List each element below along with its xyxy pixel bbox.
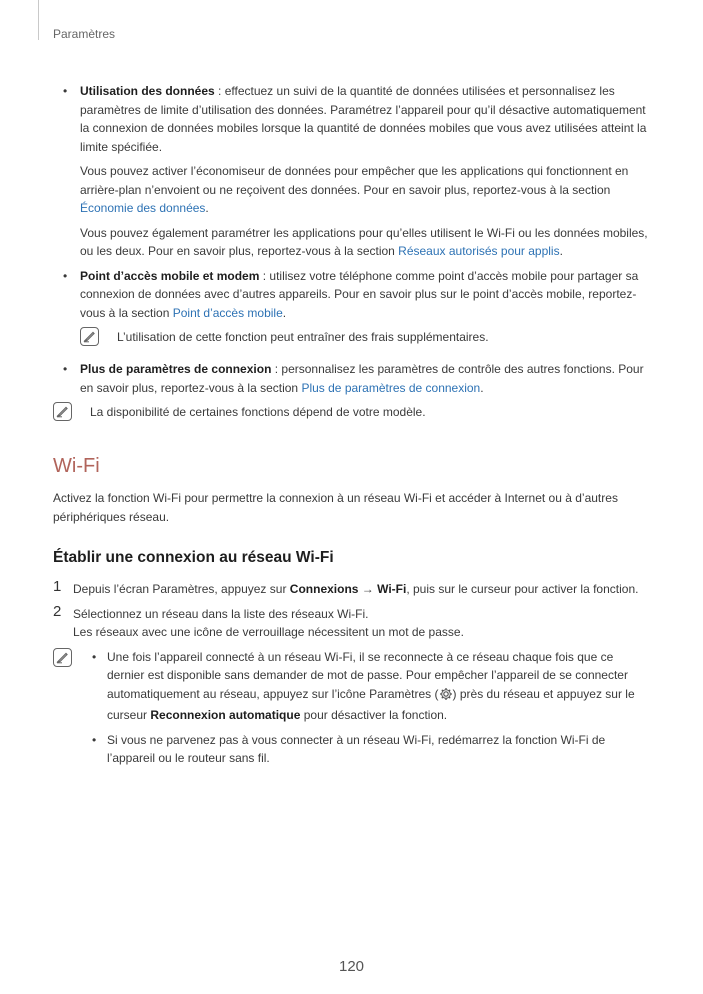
- step-2: [53, 602, 653, 768]
- link-mobile-hotspot[interactable]: Point d’accès mobile: [172, 305, 283, 320]
- step-text: Depuis l’écran Paramètres, appuyez sur: [73, 582, 290, 596]
- paragraph-text: Vous pouvez également paramétrer les applications pour qu’elles utilisent le Wi-Fi ou les données mobiles, ou les deux. Pour en savoir plus, reportez-vous à la section: [80, 225, 648, 258]
- bullet-body: : effectuez un suivi de la quantité de données utilisées et personnalisez les paramètres de limite d’utilisation des données. Paramétrez l’appareil pour qu’il désactive automatiquement la connexion de données mobiles lorsque la quantité de données mobiles que vous avez utilisées atteint la limite spécifiée.: [80, 84, 647, 154]
- arrow: →: [358, 582, 378, 596]
- note-icon: [53, 648, 72, 667]
- bullet-dot: •: [92, 649, 97, 664]
- page-number: 120: [338, 958, 365, 975]
- subheading-connect-wifi: Établir une connexion au réseau Wi-Fi: [53, 549, 334, 566]
- bullet-body: : personnalisez les paramètres de contrôle des autres fonctions. Pour en savoir plus, reportez-vous à la section: [80, 362, 644, 395]
- bullet-data-usage-p3: [80, 224, 653, 261]
- bullet-title: Plus de paramètres de connexion: [80, 362, 272, 376]
- note-text: ) près du réseau et appuyez sur le curseur: [107, 686, 635, 722]
- bullet-more-settings-text: [80, 360, 653, 397]
- note-text: La disponibilité de certaines fonctions dépend de votre modèle.: [90, 405, 426, 419]
- bullet-data-usage-p2: [80, 162, 653, 218]
- bullet-dot: •: [63, 362, 68, 376]
- bullet-dot: •: [63, 268, 68, 283]
- note-hotspot-fees: [80, 328, 653, 350]
- paragraph-text: Vous pouvez activer l’économiseur de données pour empêcher que les applications qui fonctionnent en arrière-plan n’envoient ou ne reçoivent des données. Pour en savoir plus, reportez-vous à la section: [80, 164, 629, 197]
- step-number: 2: [53, 602, 62, 620]
- bullet-body: : utilisez votre téléphone comme point d’accès mobile pour partager sa connexion de données avec d’autres appareils. Pour en savoir plus sur le point d’accès mobile, reportez-vous à la section: [80, 268, 639, 320]
- step-1: [53, 580, 653, 599]
- wifi-intro: Activez la fonction Wi-Fi pour permettre la connexion à un réseau Wi-Fi et accéder à Internet ou à d’autres périphériques réseau.: [53, 491, 618, 524]
- bullet-dot: •: [63, 84, 68, 98]
- header-section-title: Paramètres: [53, 27, 116, 41]
- step-number: 1: [53, 578, 62, 595]
- bullet-data-usage: [53, 82, 653, 261]
- step-1-text: [73, 580, 653, 599]
- note-icon: [80, 327, 99, 346]
- note-text: L’utilisation de cette fonction peut entraîner des frais supplémentaires.: [117, 330, 489, 344]
- note-model-availability: [53, 403, 653, 425]
- note-text: pour désactiver la fonction.: [300, 708, 448, 722]
- punctuation: .: [480, 380, 484, 395]
- link-allowed-networks[interactable]: Réseaux autorisés pour applis: [398, 244, 560, 258]
- note-item-restart-wifi: [90, 731, 653, 768]
- menu-connections: Connexions: [289, 582, 359, 596]
- wifi-notes: [53, 648, 653, 768]
- bullet-data-usage-text: [80, 82, 653, 156]
- bullet-hotspot-text: [80, 267, 653, 323]
- menu-wifi: Wi-Fi: [377, 582, 407, 596]
- step-2-line1: Sélectionnez un réseau dans la liste des réseaux Wi-Fi.: [73, 606, 369, 621]
- punctuation: .: [282, 305, 287, 320]
- toggle-auto-reconnect: Reconnexion automatique: [150, 708, 301, 722]
- note-text: Si vous ne parvenez pas à vous connecter à un réseau Wi-Fi, redémarrez la fonction Wi-Fi de l’appareil ou le routeur sans fil.: [107, 732, 606, 765]
- bullet-hotspot: [53, 267, 653, 351]
- section-heading-wifi: Wi-Fi: [53, 455, 100, 477]
- gear-icon: [439, 687, 453, 707]
- step-text: , puis sur le curseur pour activer la fonction.: [406, 582, 639, 596]
- bullet-more-connection-settings: [53, 360, 653, 397]
- header-rule: [38, 0, 39, 40]
- link-data-saver[interactable]: Économie des données: [80, 201, 206, 215]
- note-icon: [53, 402, 72, 421]
- bullet-title: Point d’accès mobile et modem: [80, 268, 260, 283]
- note-item-auto-reconnect: [90, 648, 653, 725]
- page-content: [53, 82, 653, 774]
- bullet-title: Utilisation des données: [80, 84, 215, 98]
- punctuation: .: [205, 201, 209, 215]
- punctuation: .: [559, 244, 563, 258]
- link-more-connection-settings[interactable]: Plus de paramètres de connexion: [301, 380, 481, 395]
- step-2-line2: Les réseaux avec une icône de verrouillage nécessitent un mot de passe.: [73, 625, 464, 639]
- note-text: Une fois l’appareil connecté à un réseau Wi-Fi, il se reconnecte à ce réseau chaque fois que ce dernier est disponible sans demander de mot de passe. Pour empêcher l’appareil de se connecter automatiquement au réseau, appuyez sur l’icône Paramètres (: [107, 649, 628, 701]
- bullet-dot: •: [92, 732, 97, 747]
